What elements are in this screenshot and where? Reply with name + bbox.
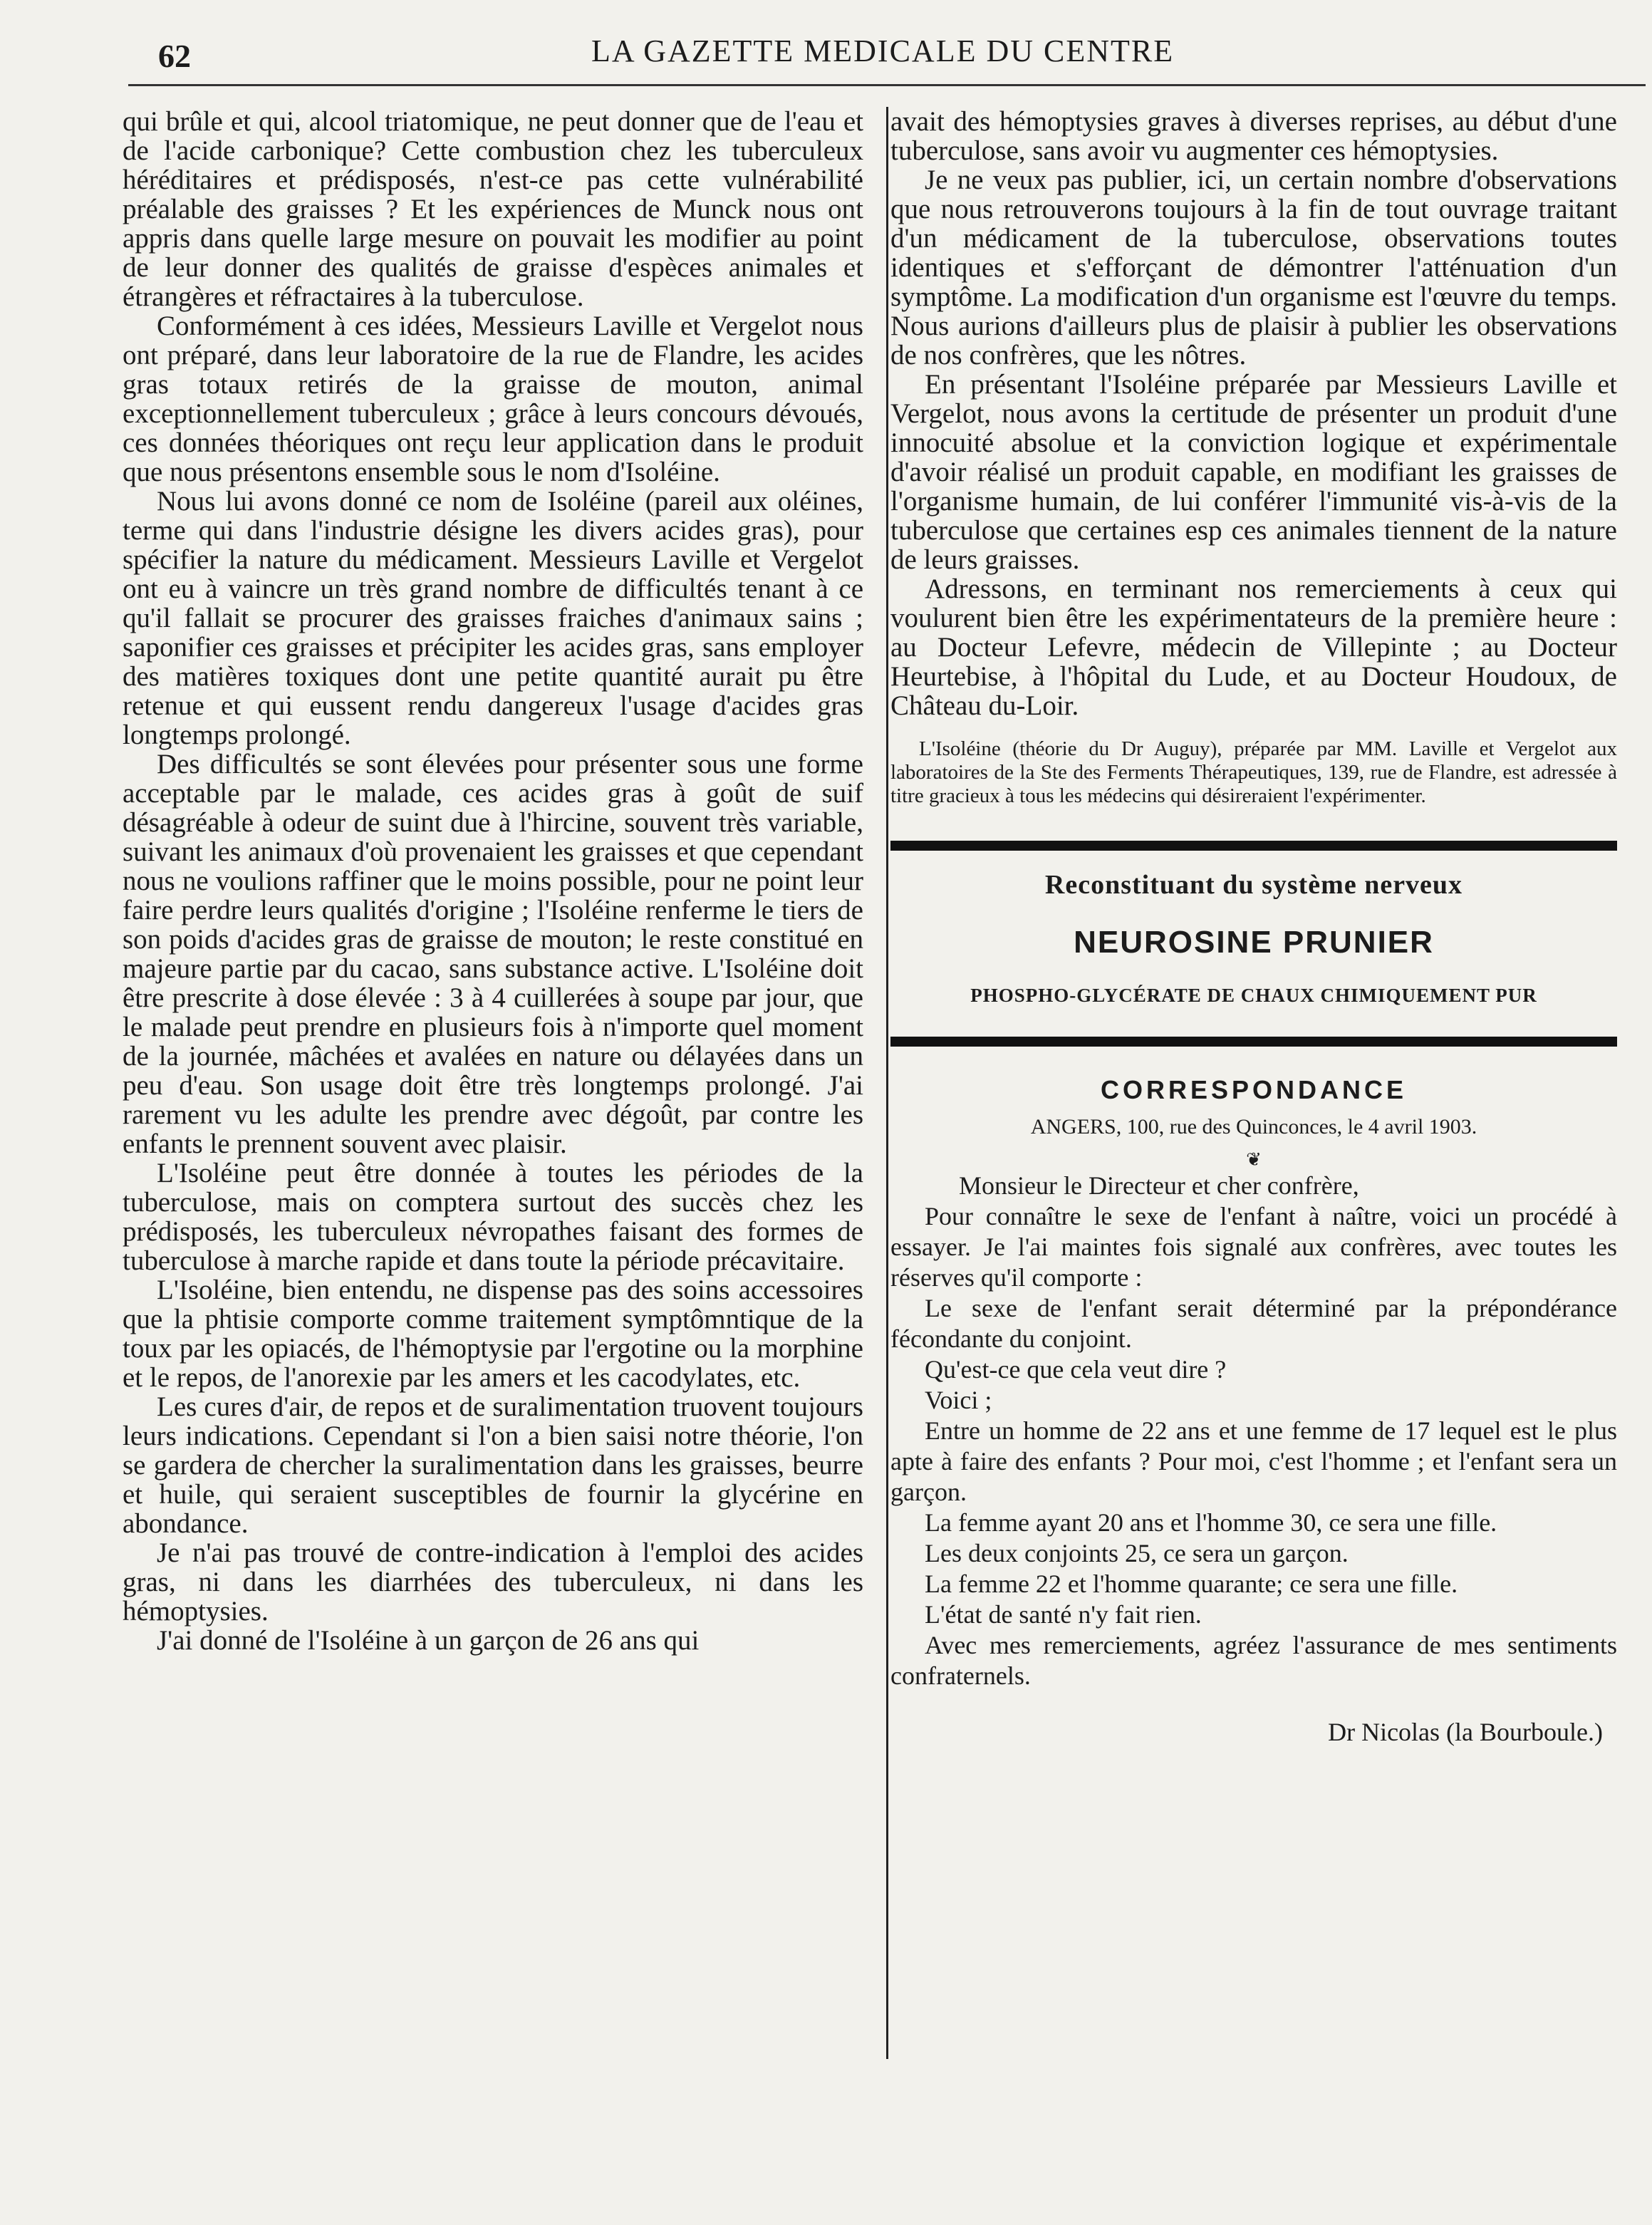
letter-paragraph: La femme 22 et l'homme quarante; ce sera une fille. [925, 1570, 1458, 1598]
letter-paragraph: Entre un homme de 22 ans et une femme de 17 lequel est le plus apte à faire des enfants ? Pour moi, c'est l'homme ; et l'enfant sera un garçon. [890, 1416, 1617, 1506]
ad-bottom-rule [890, 1037, 1617, 1047]
ad-tagline: Reconstituant du système nerveux [1044, 870, 1463, 900]
article-paragraph: Les cures d'air, de repos et de suralimentation truovent toujours leurs indications. Cependant si l'on a bien saisi notre théorie, l'on se gardera de chercher la suralimentation dans les graisses, beurre et huile, qui seraient susceptibles de fournir la glycérine en abondance. [123, 1391, 863, 1539]
article-paragraph: avait des hémoptysies graves à diverses reprises, au début d'une tuberculose, sans avoir vu augmenter ces hémoptysies. [890, 106, 1617, 166]
letter-paragraph: Les deux conjoints 25, ce sera un garçon. [925, 1539, 1349, 1567]
footnote: L'Isoléine (théorie du Dr Auguy), préparée par MM. Laville et Vergelot aux laboratoires de la Ste des Ferments Thérapeutiques, 139, rue de Flandre, est adressée à titre gracieux à tous les médecins qui désireraient l'expérimenter. [890, 737, 1617, 807]
article-paragraph: Adressons, en terminant nos remerciements à ceux qui voulurent bien être les expérimentateurs de la première heure : au Docteur Lefevre, médecin de Villepinte ; au Docteur Heurtebise, à l'hôpital du Lude, et au Docteur Houdoux, de Château du-Loir. [890, 574, 1617, 721]
fleuron-icon: ❦ [1246, 1149, 1262, 1170]
article-paragraph: L'Isoléine peut être donnée à toutes les périodes de la tuberculose, mais on comptera surtout des succès chez les prédisposés, les tuberculeux névropathes faisant des formes de tuberculose à marche rapide et dans toute la période précavitaire. [123, 1158, 863, 1276]
running-title: LA GAZETTE MEDICALE DU CENTRE [591, 33, 1175, 68]
page-number: 62 [158, 38, 191, 74]
article-paragraph: L'Isoléine, bien entendu, ne dispense pas des soins accessoires que la phtisie comporte comme traitement symptômntique de la toux par les opiacés, de l'hémoptysie par l'ergotine ou la morphine et le repos, de l'anorexie par les amers et les cacodylates, etc. [123, 1275, 863, 1393]
header-rule [128, 84, 1646, 86]
letter-paragraph: La femme ayant 20 ans et l'homme 30, ce sera une fille. [925, 1508, 1497, 1537]
article-paragraph: Des difficultés se sont élevées pour présenter sous une forme acceptable par le malade, ces acides gras à goût de suif désagréable à odeur de suint due à l'hircine, souvent très variable, suivant les animaux d'où provenaient les graisses et que cependant nous ne voulions raffiner que le moins possible, pour ne point leur faire perdre leurs qualités d'origine ; l'Isoléine renferme le tiers de son poids d'acides gras de graisse de mouton; le reste constitué en majeure partie par du cacao, sans substance active. L'Isoléine doit être prescrite à dose élevée : 3 à 4 cuillerées à soupe par jour, que le malade peut prendre en plusieurs fois à n'importe quel moment de la journée, mâchées et avalées en nature ou délayées dans un peu d'eau. Son usage doit être très longtemps prolongé. J'ai rarement vu les adulte les prendre avec dégoût, par contre les enfants le prennent souvent avec plaisir. [123, 749, 863, 1159]
ad-description: PHOSPHO-GLYCÉRATE DE CHAUX CHIMIQUEMENT PUR [970, 985, 1537, 1006]
right-column [890, 107, 1617, 1747]
article-paragraph: Je n'ai pas trouvé de contre-indication à l'emploi des acides gras, ni dans les diarrhées des tuberculeux, ni dans les hémoptysies. [123, 1537, 863, 1627]
letter-paragraph: Avec mes remerciements, agréez l'assurance de mes sentiments confraternels. [890, 1631, 1617, 1690]
correspondence-dateline: ANGERS, 100, rue des Quinconces, le 4 avril 1903. [1030, 1115, 1477, 1139]
column-divider [886, 107, 888, 2059]
ad-product-name: NEUROSINE PRUNIER [1074, 925, 1434, 960]
article-paragraph: qui brûle et qui, alcool triatomique, ne peut donner que de l'eau et de l'acide carbonique? Cette combustion chez les tuberculeux héréditaires et prédisposés, n'est-ce pas cette vulnérabilité préalable des graisses ? Et les expériences de Munck nous ont appris dans quelle large mesure on pouvait les modifier au point de leur donner des qualités de graisse d'espèces animales et étrangères et réfractaires à la tuberculose. [123, 106, 863, 312]
article-paragraph: Conformément à ces idées, Messieurs Laville et Vergelot nous ont préparé, dans leur laboratoire de la rue de Flandre, les acides gras totaux retirés de la graisse de mouton, animal exceptionnellement tuberculeux ; grâce à leurs concours dévoués, ces données théoriques ont reçu leur application dans le produit que nous présentons ensemble sous le nom d'Isoléine. [123, 311, 863, 487]
letter-paragraph: Qu'est-ce que cela veut dire ? [925, 1355, 1227, 1384]
letter-paragraph: L'état de santé n'y fait rien. [925, 1600, 1202, 1629]
letter-paragraph: Pour connaître le sexe de l'enfant à naître, voici un procédé à essayer. Je l'ai maintes fois signalé aux confrères, avec toutes les réserves qu'il comporte : [890, 1202, 1617, 1292]
salutation: Monsieur le Directeur et cher confrère, [959, 1171, 1359, 1200]
ad-top-rule [890, 841, 1617, 851]
article-paragraph: J'ai donné de l'Isoléine à un garçon de 26 ans qui [157, 1625, 700, 1656]
correspondence-title: CORRESPONDANCE [1100, 1075, 1408, 1104]
article-paragraph: Nous lui avons donné ce nom de Isoléine (pareil aux oléines, terme qui dans l'industrie désigne les divers acides gras), pour spécifier la nature du médicament. Messieurs Laville et Vergelot ont eu à vaincre un très grand nombre de difficultés tenant à ce qu'il fallait se procurer des graisses fraiches d'animaux sains ; saponifier ces graisses et précipiter les acides gras, sans employer des matières toxiques dont une petite quantité aurait pu être retenue et qui eussent rendu dangereux l'usage d'acides gras longtemps prolongé. [123, 486, 863, 750]
left-column [123, 107, 863, 1655]
letter-paragraph: Le sexe de l'enfant serait déterminé par la prépondérance fécondante du conjoint. [890, 1294, 1617, 1353]
article-paragraph: En présentant l'Isoléine préparée par Messieurs Laville et Vergelot, nous avons la certitude de présenter un produit d'une innocuité absolue et la conviction logique et expérimentale d'avoir réalisé un produit capable, en modifiant les graisses de l'organisme humain, de lui conférer l'immunité vis-à-vis de la tuberculose que certaines esp ces animales tiennent de la nature de leurs graisses. [890, 369, 1617, 575]
letter-paragraph: Voici ; [925, 1386, 992, 1414]
article-paragraph: Je ne veux pas publier, ici, un certain nombre d'observations que nous retrouverons toujours à la fin de tout ouvrage traitant d'un médicament de la tuberculose, observations toutes identiques et s'efforçant de démontrer l'atténuation d'un symptôme. La modification d'un organisme est l'œuvre du temps. Nous aurions d'ailleurs plus de plaisir à publier les observations de nos confrères, que les nôtres. [890, 165, 1617, 370]
signature: Dr Nicolas (la Bourboule.) [1328, 1718, 1603, 1746]
